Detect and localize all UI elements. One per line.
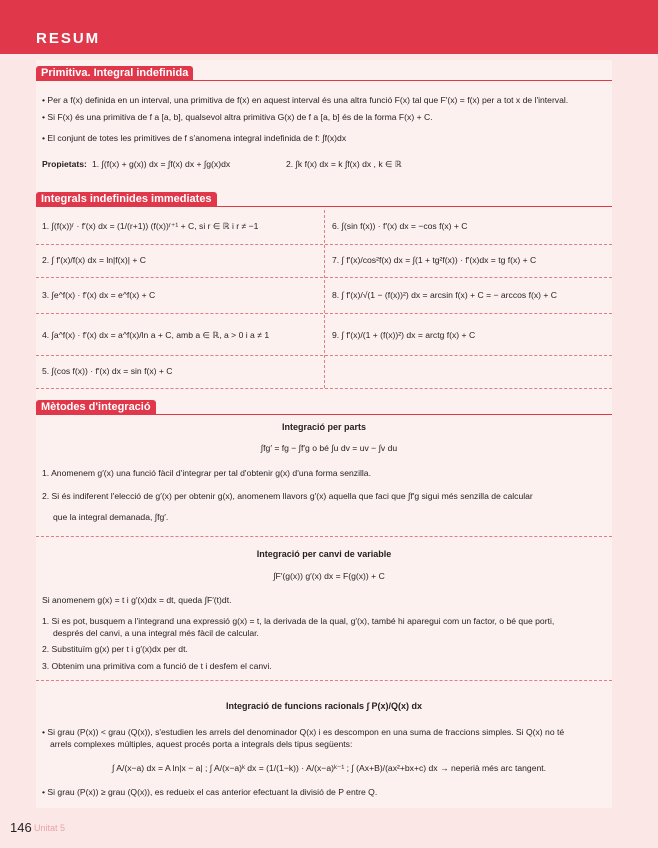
row-divider bbox=[36, 244, 612, 245]
header-bar bbox=[0, 0, 658, 54]
parts-step-2: 2. Si és indiferent l'elecció de g′(x) per obtenir g(x), anomenem llavors g′(x) aquella que faci que ∫f′g sigui més senzilla de calcular bbox=[42, 491, 533, 501]
racionals-bullet-1: • Si grau (P(x)) < grau (Q(x)), s'estudien les arrels del denominador Q(x) i es descompon en una suma de fraccions simples. Si Q(x) no té bbox=[42, 727, 565, 737]
row-divider bbox=[36, 388, 612, 389]
canvi-title: Integració per canvi de variable bbox=[256, 549, 392, 559]
formula-4: 4. ∫a^f(x) · f′(x) dx = a^f(x)/ln a + C, amb a ∈ ℝ, a > 0 i a ≠ 1 bbox=[42, 330, 270, 340]
formula-3: 3. ∫e^f(x) · f′(x) dx = e^f(x) + C bbox=[42, 290, 156, 300]
canvi-step-1-cont: després del canvi, a una integral més fàcil de calcular. bbox=[53, 628, 259, 638]
primitiva-bullet-3: • El conjunt de totes les primitives de f s'anomena integral indefinida de f: ∫f(x)dx bbox=[42, 133, 347, 143]
unit-label: Unitat 5 bbox=[34, 823, 66, 833]
section-header-metodes: Mètodes d'integració bbox=[36, 400, 156, 414]
property-1: 1. ∫(f(x) + g(x)) dx = ∫f(x) dx + ∫g(x)dx bbox=[92, 159, 231, 169]
formula-6: 6. ∫(sin f(x)) · f′(x) dx = −cos f(x) + C bbox=[332, 221, 468, 231]
formula-7: 7. ∫ f′(x)/cos²f(x) dx = ∫(1 + tg²f(x)) · f′(x)dx = tg f(x) + C bbox=[332, 255, 537, 265]
property-2: 2. ∫k f(x) dx = k ∫f(x) dx , k ∈ ℝ bbox=[286, 159, 402, 169]
formula-5: 5. ∫(cos f(x)) · f′(x) dx = sin f(x) + C bbox=[42, 366, 173, 376]
parts-step-1: 1. Anomenem g′(x) una funció fàcil d'integrar per tal d'obtenir g(x) d'una forma senzilla. bbox=[42, 468, 371, 478]
page-number: 146 bbox=[10, 820, 32, 835]
canvi-intro: Si anomenem g(x) = t i g′(x)dx = dt, queda ∫F′(t)dt. bbox=[42, 595, 232, 605]
parts-title: Integració per parts bbox=[281, 422, 367, 432]
page-title: RESUM bbox=[36, 30, 101, 47]
formula-2: 2. ∫ f′(x)/f(x) dx = ln|f(x)| + C bbox=[42, 255, 146, 265]
formula-9: 9. ∫ f′(x)/(1 + (f(x))²) dx = arctg f(x) + C bbox=[332, 330, 476, 340]
racionals-integral-types: ∫ A/(x−a) dx = A ln|x − a| ; ∫ A/(x−a)ᵏ dx = (1/(1−k)) · A/(x−a)ᵏ⁻¹ ; ∫ (Ax+B)/(ax²+bx+c) dx → neperià més arc tangent. bbox=[111, 763, 547, 773]
column-divider bbox=[324, 210, 325, 388]
properties-label: Propietats: bbox=[42, 159, 87, 169]
section-divider bbox=[36, 414, 612, 415]
section-header-immediates: Integrals indefinides immediates bbox=[36, 192, 217, 206]
canvi-step-2: 2. Substituïm g(x) per t i g′(x)dx per dt. bbox=[42, 644, 188, 654]
racionals-bullet-1-cont: arrels complexes múltiples, aquest procés porta a integrals dels tipus següents: bbox=[50, 739, 353, 749]
canvi-formula: ∫F′(g(x)) g′(x) dx = F(g(x)) + C bbox=[273, 571, 385, 581]
section-divider bbox=[36, 80, 612, 81]
parts-step-2-cont: que la integral demanada, ∫fg′. bbox=[53, 512, 169, 522]
row-divider bbox=[36, 277, 612, 278]
racionals-bullet-2: • Si grau (P(x)) ≥ grau (Q(x)), es redueix el cas anterior efectuant la divisió de P entre Q. bbox=[42, 787, 378, 797]
content-panel bbox=[36, 60, 612, 808]
parts-formula: ∫fg′ = fg − ∫f′g o bé ∫u dv = uv − ∫v du bbox=[260, 443, 398, 453]
section-header-primitiva: Primitiva. Integral indefinida bbox=[36, 66, 193, 80]
row-divider bbox=[36, 313, 612, 314]
racionals-title: Integració de funcions racionals ∫ P(x)/Q(x) dx bbox=[225, 701, 422, 711]
formula-1: 1. ∫(f(x))ʳ · f′(x) dx = (1/(r+1)) (f(x))ʳ⁺¹ + C, si r ∈ ℝ i r ≠ −1 bbox=[42, 221, 259, 231]
canvi-step-1: 1. Si es pot, busquem a l'integrand una expressió g(x) = t, la derivada de la qual, g′(x), també hi aparegui com un factor, o bé que porti, bbox=[42, 616, 555, 626]
primitiva-bullet-2: • Si F(x) és una primitiva de f a [a, b], qualsevol altra primitiva G(x) de f a [a, b] és de la forma F(x) + C. bbox=[42, 112, 433, 122]
method-divider bbox=[36, 680, 612, 681]
formula-8: 8. ∫ f′(x)/√(1 − (f(x))²) dx = arcsin f(x) + C = − arccos f(x) + C bbox=[332, 290, 557, 300]
row-divider bbox=[36, 355, 612, 356]
section-divider bbox=[36, 206, 612, 207]
method-divider bbox=[36, 536, 612, 537]
primitiva-bullet-1: • Per a f(x) definida en un interval, una primitiva de f(x) en aquest interval és una altra funció F(x) tal que F′(x) = f(x) per a tot x de l'interval. bbox=[42, 95, 569, 105]
canvi-step-3: 3. Obtenim una primitiva com a funció de t i desfem el canvi. bbox=[42, 661, 272, 671]
